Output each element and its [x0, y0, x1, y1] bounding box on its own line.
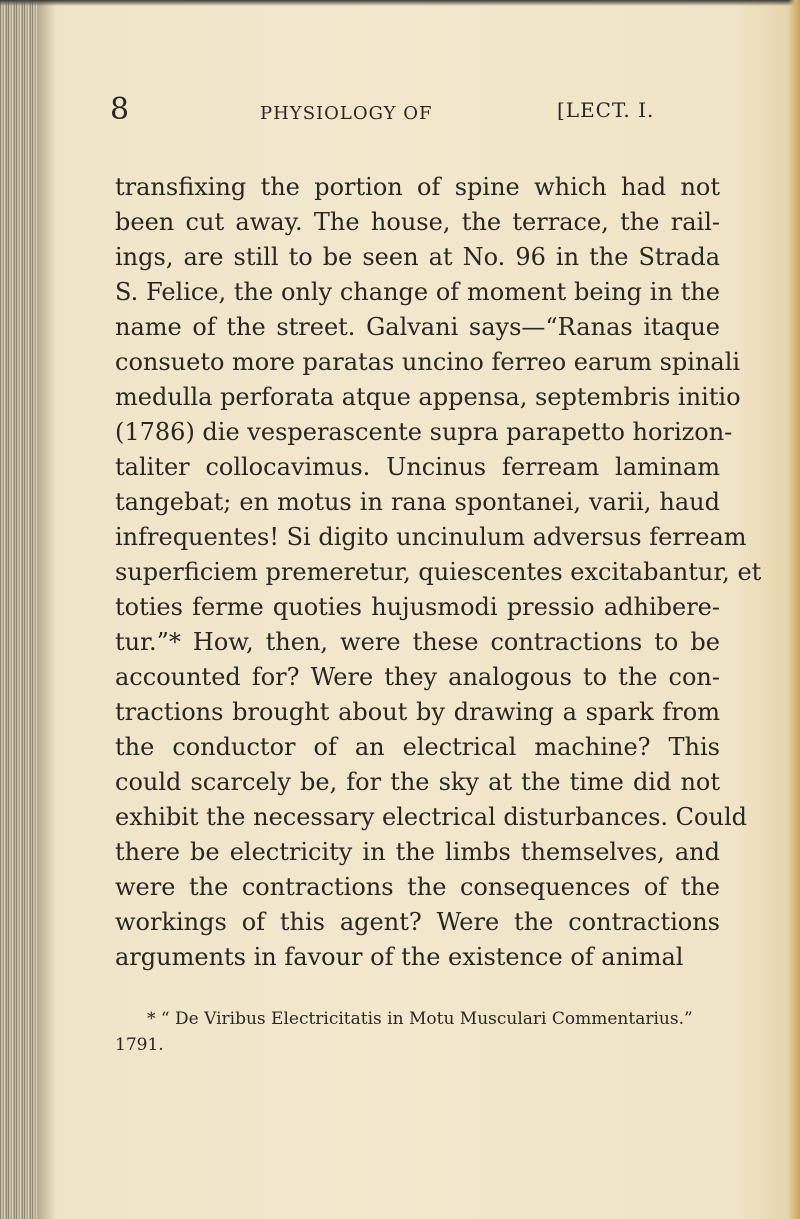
book-binding [0, 0, 38, 1219]
footnote-year: 1791. [115, 1035, 164, 1055]
text-line: been cut away. The house, the terrace, the rail- [115, 208, 720, 236]
text-line: tur.”* How, then, were these contractions to be [115, 628, 720, 656]
text-line: workings of this agent? Were the contractions [115, 908, 720, 936]
page-number: 8 [110, 92, 130, 127]
text-line: exhibit the necessary electrical disturbances. Could [115, 803, 747, 831]
text-line: medulla perforata atque appensa, septembris initio [115, 383, 741, 411]
text-line: taliter collocavimus. Uncinus ferream laminam [115, 453, 720, 481]
text-line: name of the street. Galvani says—“Ranas itaque [115, 313, 720, 341]
text-line: the conductor of an electrical machine? This [115, 733, 720, 761]
text-line: tractions brought about by drawing a spark from [115, 698, 720, 726]
running-title: PHYSIOLOGY OF [260, 103, 433, 124]
running-head [110, 88, 740, 132]
text-line: toties ferme quoties hujusmodi pressio adhibere- [115, 593, 720, 621]
page-right-edge [788, 0, 800, 1219]
text-line: arguments in favour of the existence of animal [115, 943, 684, 971]
text-line: consueto more paratas uncino ferreo earum spinali [115, 348, 741, 376]
text-line: there be electricity in the limbs themselves, and [115, 838, 720, 866]
text-line: were the contractions the consequences of the [115, 873, 720, 901]
text-line: accounted for? Were they analogous to the con- [115, 663, 720, 691]
page-top-edge [0, 0, 800, 6]
text-line: (1786) die vesperascente supra parapetto horizon- [115, 418, 733, 446]
text-line: tangebat; en motus in rana spontanei, varii, haud [115, 488, 720, 516]
footnote-citation: * “ De Viribus Electricitatis in Motu Musculari Commentarius.” [147, 1009, 693, 1029]
binding-shadow [38, 0, 56, 1219]
lecture-label: [LECT. I. [557, 98, 655, 122]
text-line: S. Felice, the only change of moment being in the [115, 278, 720, 306]
footnote [115, 1006, 720, 1058]
text-line: superficiem premeretur, quiescentes excitabantur, et [115, 558, 762, 586]
text-line: infrequentes! Si digito uncinulum adversus ferream [115, 523, 747, 551]
text-line: ings, are still to be seen at No. 96 in the Strada [115, 243, 720, 271]
text-line: could scarcely be, for the sky at the time did not [115, 768, 720, 796]
body-text [115, 170, 762, 975]
text-line: transfixing the portion of spine which had not [115, 173, 720, 201]
